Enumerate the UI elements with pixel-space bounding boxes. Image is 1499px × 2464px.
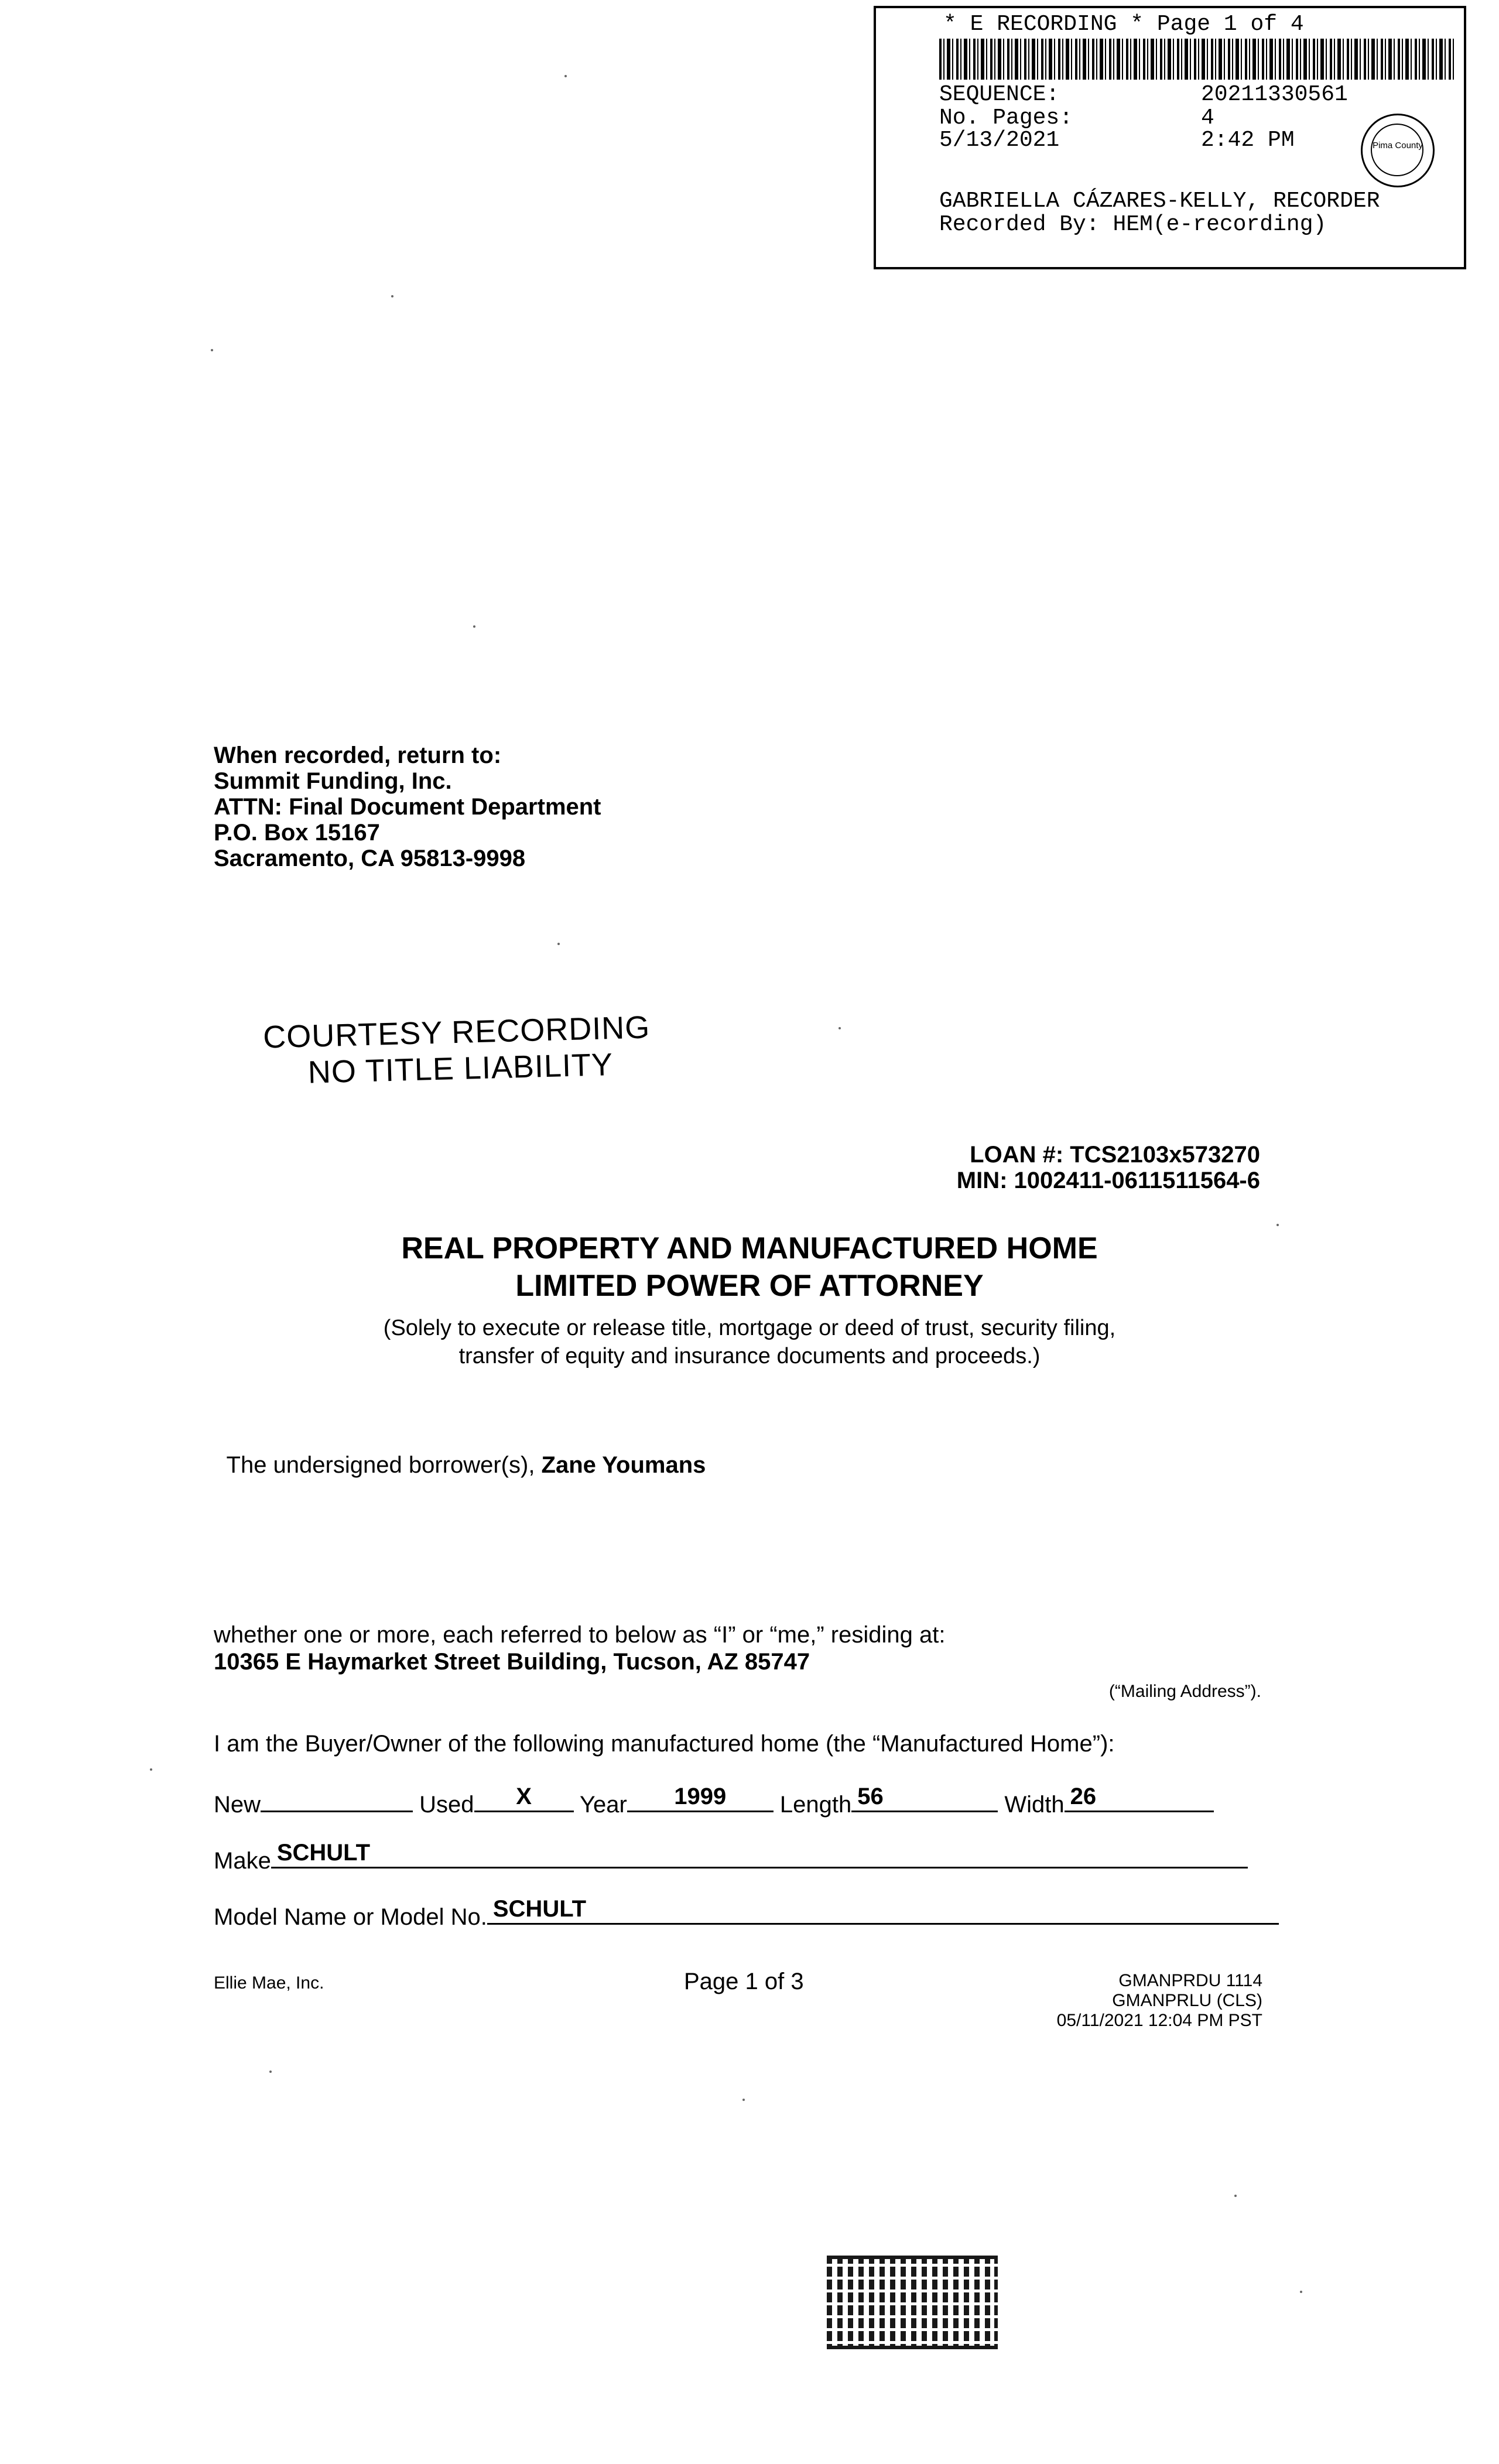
courtesy-line-1: COURTESY RECORDING [262,1009,651,1055]
model-field: SCHULT [487,1900,1279,1925]
sequence-value: 20211330561 [1201,82,1348,107]
mailing-address-note: (“Mailing Address”). [1108,1682,1261,1701]
recorded-by: Recorded By: HEM(e-recording) [939,212,1327,237]
document-title-line-2: LIMITED POWER OF ATTORNEY [515,1269,984,1303]
model-label: Model Name or Model No. [214,1904,487,1930]
return-to-line: ATTN: Final Document Department [214,794,601,820]
length-field: 56 [851,1787,998,1812]
courtesy-line-2: NO TITLE LIABILITY [307,1047,614,1090]
borrower-label: The undersigned borrower(s), [226,1452,542,1478]
footer-page-number: Page 1 of 3 [684,1969,804,1994]
document-title-line-1: REAL PROPERTY AND MANUFACTURED HOME [401,1231,1098,1265]
datamatrix-barcode [827,2256,998,2349]
make-row [214,1840,1263,1874]
sequence-label: SEQUENCE: [939,82,1060,107]
scan-speck [150,1768,152,1771]
min-number: MIN: 1002411-0611511564-6 [956,1168,1260,1193]
residence-intro: whether one or more, each referred to below as “I” or “me,” residing at: [214,1622,946,1648]
scan-speck [557,943,560,945]
county-seal-icon: Pima County [1361,114,1435,187]
new-label: New [214,1792,261,1818]
recorder-name: GABRIELLA CÁZARES-KELLY, RECORDER [939,189,1380,214]
borrower-name: Zane Youmans [541,1452,706,1478]
footer-form-info [1057,1971,1262,2031]
form-timestamp: 05/11/2021 12:04 PM PST [1056,2011,1262,2030]
year-label: Year [579,1792,627,1818]
loan-number: LOAN #: TCS2103x573270 [970,1142,1260,1168]
home-intro: I am the Buyer/Owner of the following manufactured home (the “Manufactured Home”): [214,1731,1115,1757]
make-field: SCHULT [271,1843,1248,1868]
return-to-line: Summit Funding, Inc. [214,768,452,794]
stamp-header: * E RECORDING * Page 1 of 4 [943,12,1304,37]
scan-speck [839,1027,841,1029]
width-field: 26 [1065,1787,1214,1812]
recording-stamp [874,6,1466,269]
used-field: X [474,1787,574,1812]
record-date: 5/13/2021 [939,128,1060,153]
scan-speck [1276,1224,1279,1226]
form-code-2: GMANPRLU (CLS) [1112,1991,1262,2010]
return-to-line: P.O. Box 15167 [214,820,380,846]
pages-value: 4 [1201,105,1214,131]
return-to-block [214,742,601,871]
record-time: 2:42 PM [1201,128,1295,153]
loan-info [957,1142,1260,1193]
scan-speck [211,349,213,351]
pages-label: No. Pages: [939,105,1073,131]
scan-speck [742,2099,745,2101]
scan-speck [564,75,567,77]
scan-speck [1234,2195,1237,2197]
barcode [939,39,1454,80]
width-label: Width [1004,1792,1065,1818]
document-subtitle-line-2: transfer of equity and insurance documents and proceeds.) [458,1344,1041,1368]
return-to-line: When recorded, return to: [214,742,502,768]
model-row [214,1896,1263,1930]
scan-speck [473,625,475,628]
courtesy-stamp [262,1009,651,1091]
scan-speck [391,295,393,297]
year-field: 1999 [627,1787,774,1812]
scan-speck [269,2071,272,2073]
home-attributes-row [214,1784,1263,1818]
footer-vendor: Ellie Mae, Inc. [214,1973,324,1993]
length-label: Length [779,1792,852,1818]
new-field [261,1787,413,1812]
borrower-line [214,1426,706,1478]
form-code-1: GMANPRDU 1114 [1118,1971,1262,1990]
document-subtitle-line-1: (Solely to execute or release title, mortgage or deed of trust, security filing, [383,1316,1116,1340]
residence-address: 10365 E Haymarket Street Building, Tucson, AZ 85747 [214,1649,810,1675]
return-to-line: Sacramento, CA 95813-9998 [214,846,526,871]
scan-speck [1300,2291,1302,2293]
make-label: Make [214,1848,271,1874]
used-label: Used [419,1792,474,1818]
